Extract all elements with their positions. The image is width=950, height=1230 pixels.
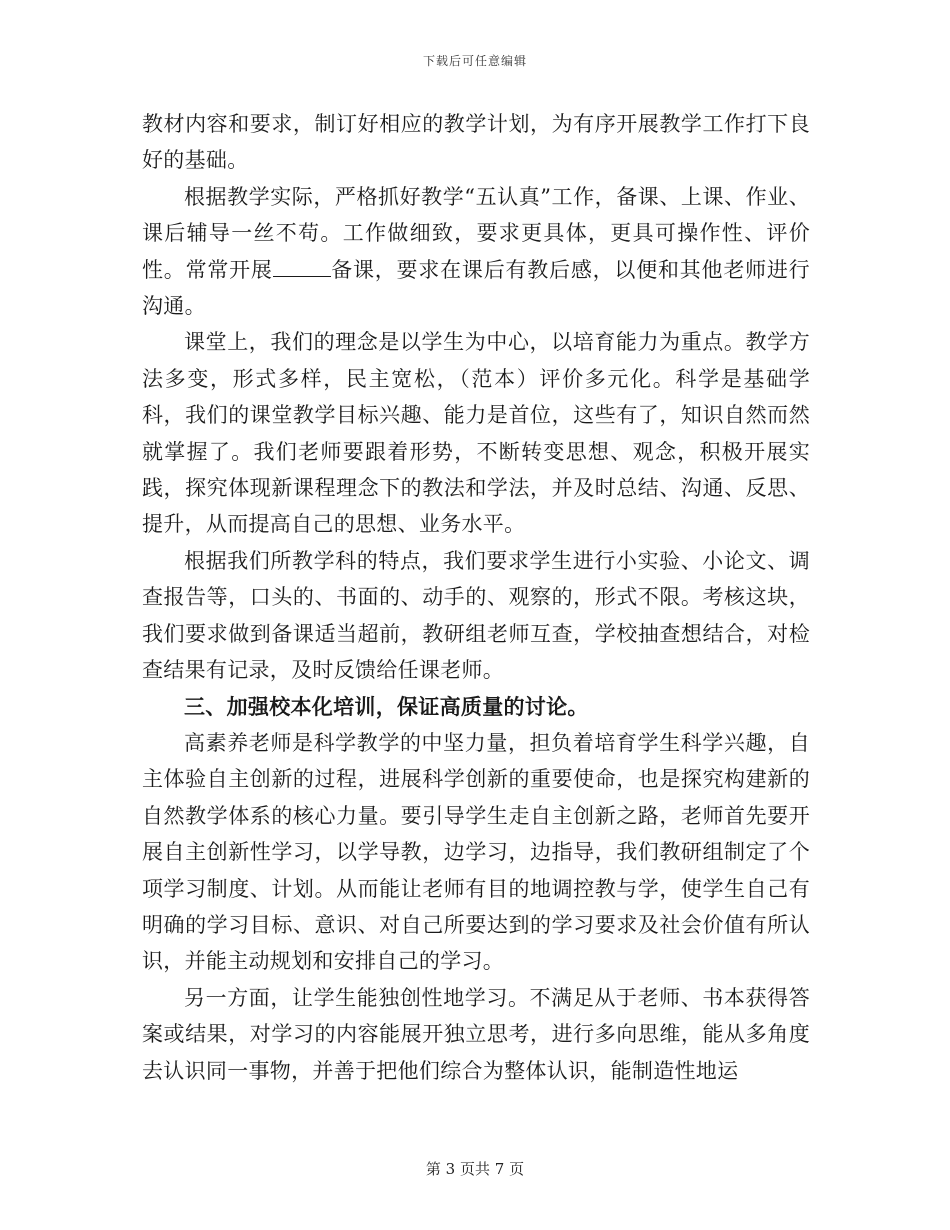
paragraph-independent-learning: 另一方面，让学生能独创性地学习。不满足从于老师、书本获得答案或结果，对学习的内容能展开独立思考，进行多向思维，能从多角度去认识同一事物，并善于把他们综合为整体认识，能制造性地运 bbox=[142, 985, 810, 1083]
paragraph-continued: 教材内容和要求，制订好相应的教学计划，为有序开展教学工作打下良好的基础。 bbox=[142, 112, 810, 173]
paragraph-classroom: 课堂上，我们的理念是以学生为中心，以培育能力为重点。教学方法多变，形式多样，民主宽松，（范本）评价多元化。科学是基础学科，我们的课堂教学目标兴趣、能力是首位，这些有了，知识自然而然就掌握了。我们老师要跟着形势，不断转变思想、观念，积极开展实践，探究体现新课程理念下的教法和学法，并及时总结、沟通、反思、提升，从而提高自己的思想、业务水平。 bbox=[142, 330, 810, 537]
section-heading: 三、加强校本化培训，保证高质量的讨论。 bbox=[184, 693, 589, 719]
fill-in-blank bbox=[273, 258, 331, 277]
page-footer: 第 3 页共 7 页 bbox=[425, 1160, 525, 1178]
paragraph-teacher-training: 高素养老师是科学教学的中坚力量，担负着培育学生科学兴趣，自主体验自主创新的过程，进展科学创新的重要使命，也是探究构建新的自然教学体系的核心力量。要引导学生走自主创新之路，老师首先要开展自主创新性学习，以学导教，边学习，边指导，我们教研组制定了个项学习制度、计划。从而能让老师有目的地调控教与学，使学生自己有明确的学习目标、意识、对自己所要达到的学习要求及社会价值有所认识，并能主动规划和安排自己的学习。 bbox=[142, 730, 810, 974]
page-header: 下载后可任意编辑 bbox=[422, 54, 527, 68]
paragraph-text: 根据教学实际，严格抓好教学“五认真”工作，备课、上课、作业、课后辅导一丝不苟。工作做细致，要求更具体，更具可操作性、评价性。常常开展 bbox=[142, 184, 810, 282]
paragraph-teaching-practice bbox=[142, 179, 810, 325]
document-body bbox=[142, 106, 810, 1089]
paragraph-text: 备课，要求在课后有教后感，以便和其他老师进行沟通。 bbox=[142, 257, 810, 319]
paragraph-assessment: 根据我们所教学科的特点，我们要求学生进行小实验、小论文、调查报告等，口头的、书面的、动手的、观察的，形式不限。考核这块，我们要求做到备课适当超前，教研组老师互查，学校抽查想结合，对检查结果有记录，及时反馈给任课老师。 bbox=[142, 548, 810, 683]
